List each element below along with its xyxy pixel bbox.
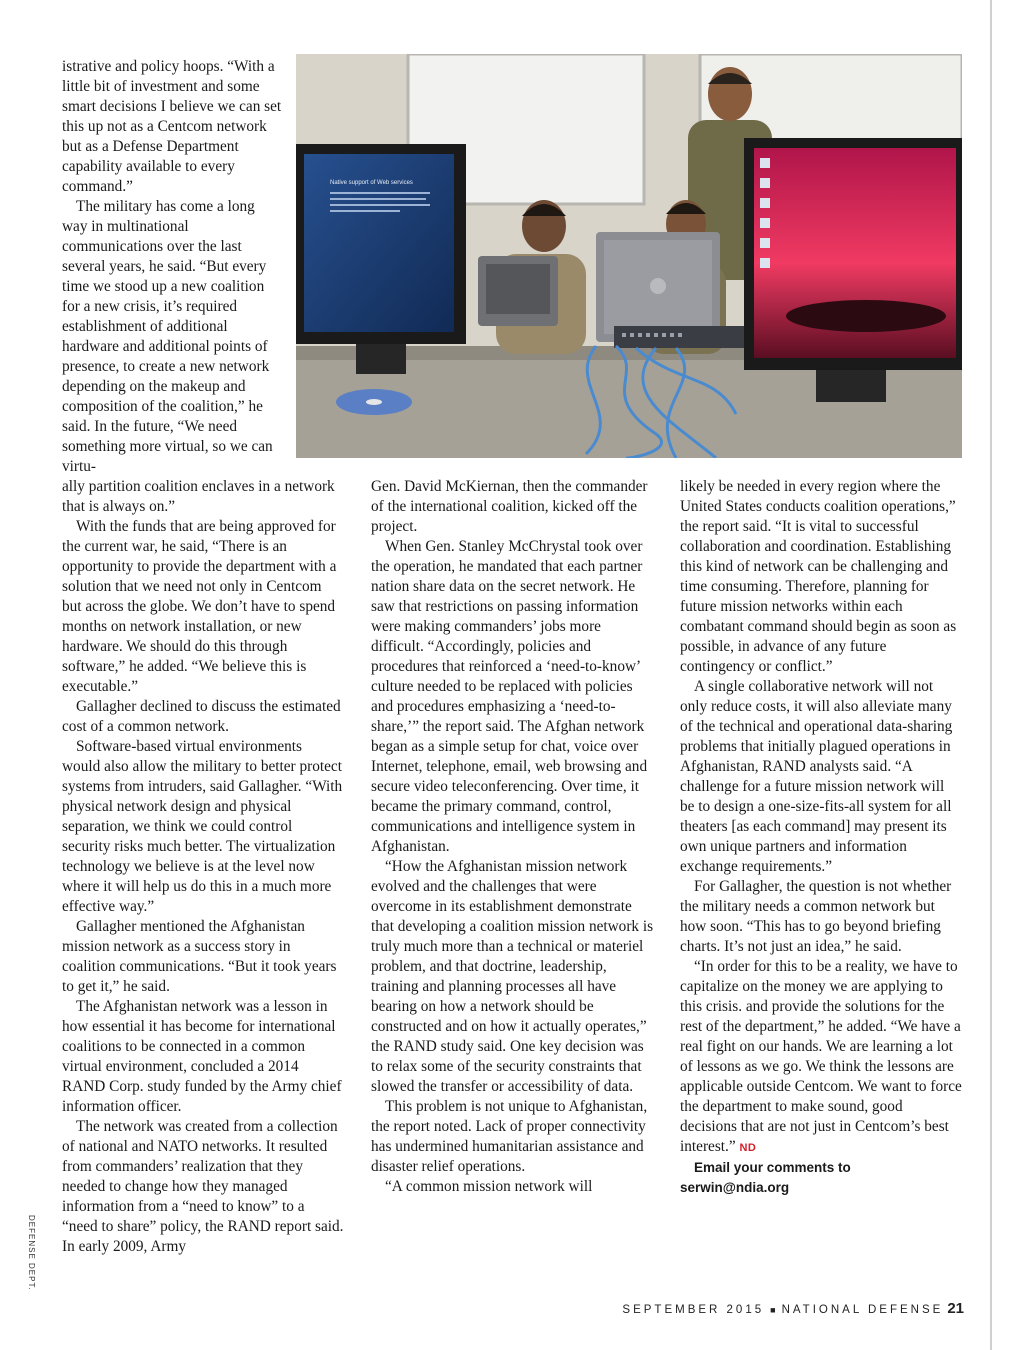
paragraph: With the funds that are being approved for the current war, he said, “There is an opportunity to provide the department with a solution that we need not only in Centcom but across the globe. We don’t have to spend months on network installation, or new hardware. We should do this through software,” he added. “We believe this is executable.”: [62, 518, 337, 695]
paragraph: The network was created from a collection of national and NATO networks. It resulted from commanders’ realization that they needed to change how they managed information from a “need to know” to a “need to share” policy, the RAND report said. In early 2009, Army: [62, 1118, 344, 1255]
footer-separator: ■: [770, 1305, 776, 1315]
column-1-top: [62, 57, 284, 477]
paragraph: This problem is not unique to Afghanistan, the report noted. Lack of proper connectivity has undermined humanitarian assistance and disaster relief operations.: [371, 1098, 648, 1175]
paragraph: “In order for this to be a reality, we have to capitalize on the money we are applying to this crisis. and provide the solutions for the rest of the department,” he added. “We have a real fight on our hands. We are learning a lot of lessons as we go. We think the lessons are applicable outside Centcom. We want to force the department to make sound, good decisions that are not just in Centcom’s best interest.” ND: [680, 958, 962, 1155]
footer-date: SEPTEMBER 2015: [622, 1304, 765, 1316]
column-3: [680, 477, 962, 1198]
paragraph: When Gen. Stanley McChrystal took over the operation, he mandated that each partner nation share data on the secret network. He saw that restrictions on passing information were making commanders’ jobs more difficult. “Accordingly, policies and procedures that reinforced a ‘need-to-know’ culture needed to be replaced with policies and procedures emphasizing a ‘need-to-share,’” the report said. The Afghan network began as a simple setup for chat, voice over Internet, telephone, email, web browsing and secure video teleconferencing. Over time, it became the primary command, control, communications and intelligence system in Afghanistan.: [371, 538, 648, 855]
paragraph: istrative and policy hoops. “With a little bit of investment and some smart decisions I believe we can set this up not as a Centcom network but as a Defense Department capability available to every command.”: [62, 58, 282, 195]
photo-credit: DEFENSE DEPT.: [27, 1215, 36, 1291]
page-footer: [560, 1300, 964, 1317]
paragraph: likely be needed in every region where the United States conducts coalition operations,” the report said. “It is vital to successful collaboration and coordination. Establishing this kind of network can be challenging and time consuming. Therefore, planning for future mission networks within each combatant command should begin as soon as possible, in advance of any future contingency or conflict.”: [680, 478, 957, 675]
paragraph: Software-based virtual environments would also allow the military to better protect systems from intruders, said Gallagher. “With physical network design and physical separation, we think we could control security risks much better. The virtualization technology we believe is at the level now where it will help us do this in a much more effective way.”: [62, 738, 343, 915]
paragraph: A single collaborative network will not only reduce costs, it will also alleviate many of the technical and operational data-sharing problems that initially plagued operations in Afghanistan, RAND analysts said. “A challenge for a future mission network will be to design a one-size-fits-all system for all theaters [as each command] may present its own unique partners and information exchange requirements.”: [680, 678, 953, 875]
email-comments-line: Email your comments to serwin@ndia.org: [680, 1160, 851, 1195]
column-2: [371, 477, 656, 1197]
page-edge-rule: [990, 0, 992, 1350]
paragraph: Gen. David McKiernan, then the commander of the international coalition, kicked off the project.: [371, 478, 648, 535]
paragraph: The Afghanistan network was a lesson in how essential it has become for international coalitions to be connected in a common virtual environment, concluded a 2014 RAND Corp. study funded by the Army chief information officer.: [62, 998, 342, 1115]
paragraph: For Gallagher, the question is not whether the military needs a common network but how soon. “This has to go beyond briefing charts. It’s not just an idea,” he said.: [680, 878, 952, 955]
paragraph: Gallagher mentioned the Afghanistan mission network as a success story in coalition communications. “But it took years to get it,” he said.: [62, 918, 337, 995]
column-1-bottom: [62, 477, 344, 1257]
end-mark: ND: [739, 1142, 757, 1154]
footer-publication: NATIONAL DEFENSE: [781, 1304, 944, 1316]
paragraph: “How the Afghanistan mission network evolved and the challenges that were overcome in its establishment demonstrate that developing a coalition mission network is truly much more than a technical or materiel problem, and that doctrine, leadership, training and planning processes all have bearing on how a network should be constructed and on how it actually operates,” the RAND study said. One key decision was to relax some of the security constraints that slowed the transfer or accessibility of data.: [371, 858, 654, 1095]
page-number: 21: [947, 1300, 964, 1317]
paragraph: Gallagher declined to discuss the estimated cost of a common network.: [62, 698, 341, 735]
paragraph: ally partition coalition enclaves in a network that is always on.”: [62, 478, 335, 515]
screen-heading: Native support of Web services: [330, 180, 413, 186]
article-photo: [296, 54, 962, 458]
paragraph: “A common mission network will: [385, 1178, 593, 1195]
paragraph: The military has come a long way in multinational communications over the last several years, he said. “But every time we stood up a new coalition for a new crisis, it’s required establishment of additional hardware and additional points of presence, to create a new network depending on the makeup and composition of the coalition,” he said. In the future, “We need something more virtual, so we can virtu-: [62, 198, 273, 475]
